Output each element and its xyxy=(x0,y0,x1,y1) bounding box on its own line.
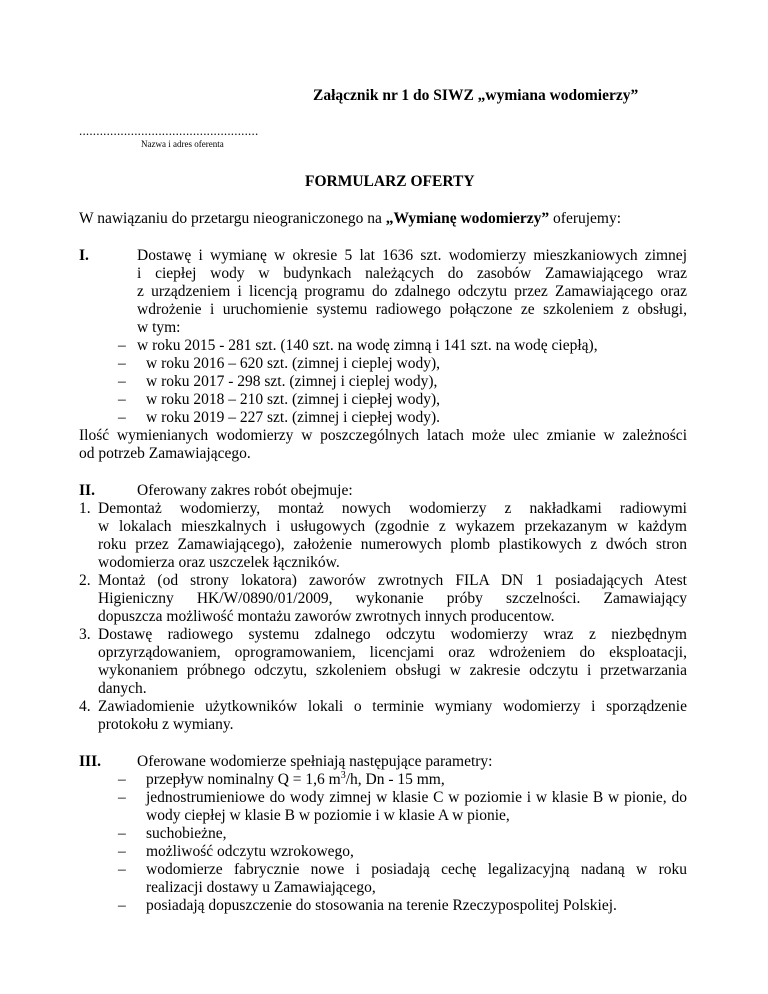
dash-bullet-icon: – xyxy=(118,897,126,914)
year-item: w roku 2018 – 210 szt. (zimnej i ciepłej wody), xyxy=(146,391,441,408)
bidder-dots: .................................................... xyxy=(79,123,259,138)
list-item-line: dopuszcza możliwość montażu zaworów zwrotnych innych producentow. xyxy=(98,608,555,625)
list-item-line: danych. xyxy=(98,680,147,697)
list-item-line: Higieniczny HK/W/0890/01/2009, wykonanie próby szczelności. Zamawiający xyxy=(98,590,687,607)
attachment-title: Załącznik nr 1 do SIWZ „wymiana wodomierzy” xyxy=(313,87,639,104)
list-number: 3. xyxy=(79,626,91,643)
dash-bullet-icon: – xyxy=(118,843,126,860)
list-number: 2. xyxy=(79,572,91,589)
section-1-numeral: I. xyxy=(79,247,89,264)
parameter-single-jet: wody ciepłej w klasie B w poziomie i w klasie A w pionie, xyxy=(146,807,510,824)
parameter-flow: przepływ nominalny Q = 1,6 $m^3/h$, Dn - 15 mm, xyxy=(146,769,445,788)
form-title: FORMULARZ OFERTY xyxy=(305,173,475,190)
dash-bullet-icon: – xyxy=(118,391,126,408)
section-1-note: od potrzeb Zamawiającego. xyxy=(79,445,251,462)
section-2-heading: Oferowany zakres robót obejmuje: xyxy=(137,482,353,499)
dash-bullet-icon: – xyxy=(118,789,126,806)
parameter-approval: posiadają dopuszczenie do stosowania na terenie Rzeczypospolitej Polskiej. xyxy=(146,897,617,914)
list-item-line: protokołu z wymiany. xyxy=(98,716,234,733)
year-item: w roku 2016 – 620 szt. (zimnej i cieplej wody), xyxy=(146,355,441,372)
parameter-new-meters: realizacji dostawy u Zamawiającego, xyxy=(146,879,376,896)
dash-bullet-icon: – xyxy=(118,409,126,426)
parameter-dry: suchobieżne, xyxy=(146,825,227,842)
year-item: w roku 2017 - 298 szt. (zimnej i cieplej wody), xyxy=(146,373,438,390)
dash-bullet-icon: – xyxy=(118,771,126,788)
section-1-line: wdrożenie i uruchomienie systemu radiowego połączone ze szkoleniem z obsługi, xyxy=(137,301,687,318)
section-3-numeral: III. xyxy=(79,753,101,770)
dash-bullet-icon: – xyxy=(118,373,126,390)
year-item: w roku 2019 – 227 szt. (zimnej i ciepłej wody). xyxy=(146,409,441,426)
dash-bullet-icon: – xyxy=(118,861,126,878)
section-1-line: Dostawę i wymianę w okresie 5 lat 1636 szt. wodomierzy mieszkaniowych zimnej xyxy=(137,247,687,264)
dash-bullet-icon: – xyxy=(118,337,126,354)
list-item-line: oprzyrządowaniem, oprogramowaniem, licencjami oraz wdrożeniem do eksploatacji, xyxy=(98,644,687,661)
list-number: 4. xyxy=(79,698,91,715)
dash-bullet-icon: – xyxy=(118,825,126,842)
section-1-note: Ilość wymienianych wodomierzy w poszczególnych latach może ulec zmianie w zależności xyxy=(79,427,687,444)
section-3-heading: Oferowane wodomierze spełniają następujące parametry: xyxy=(137,753,493,770)
parameter-single-jet: jednostrumieniowe do wody zimnej w klasie C w poziomie i w klasie B w pionie, do xyxy=(146,789,687,806)
section-2-numeral: II. xyxy=(79,482,95,499)
list-item-line: Dostawę radiowego systemu zdalnego odczytu wodomierzy wraz z niezbędnym xyxy=(98,626,687,643)
section-1-line: i ciepłej wody w budynkach należących do zasobów Zamawiającego wraz xyxy=(137,265,687,282)
list-number: 1. xyxy=(79,500,91,517)
parameter-new-meters: wodomierze fabrycznie nowe i posiadają cechę legalizacyjną nadaną w roku xyxy=(146,861,687,878)
list-item-line: Demontaż wodomierzy, montaż nowych wodomierzy z nakładkami radiowymi xyxy=(98,500,687,517)
list-item-line: w lokalach mieszkalnych i usługowych (zgodnie z wykazem przekazanym w każdym xyxy=(98,518,687,535)
intro-text: W nawiązaniu do przetargu nieograniczonego na „Wymianę wodomierzy” oferujemy: xyxy=(79,210,622,227)
list-item-line: wodomierza oraz uszczelek łączników. xyxy=(98,554,340,571)
list-item-line: wykonaniem próbnego odczytu, szkoleniem obsługi w zakresie odczytu i przetwarzania xyxy=(98,662,687,679)
year-item: w roku 2015 - 281 szt. (140 szt. na wodę zimną i 141 szt. na wodę ciepłą), xyxy=(137,337,598,354)
dash-bullet-icon: – xyxy=(118,355,126,372)
bidder-caption: Nazwa i adres oferenta xyxy=(141,139,224,149)
list-item-line: Zawiadomienie użytkowników lokali o terminie wymiany wodomierzy i sporządzenie xyxy=(98,698,687,715)
section-1-line: w tym: xyxy=(137,319,181,336)
list-item-line: Montaż (od strony lokatora) zaworów zwrotnych FILA DN 1 posiadających Atest xyxy=(98,572,687,589)
list-item-line: roku przez Zamawiającego), założenie numerowych plomb plastikowych z dwóch stron xyxy=(98,536,687,553)
parameter-visual: możliwość odczytu wzrokowego, xyxy=(146,843,354,860)
section-1-line: z urządzeniem i licencją programu do zdalnego odczytu przez Zamawiającego oraz xyxy=(137,283,687,300)
